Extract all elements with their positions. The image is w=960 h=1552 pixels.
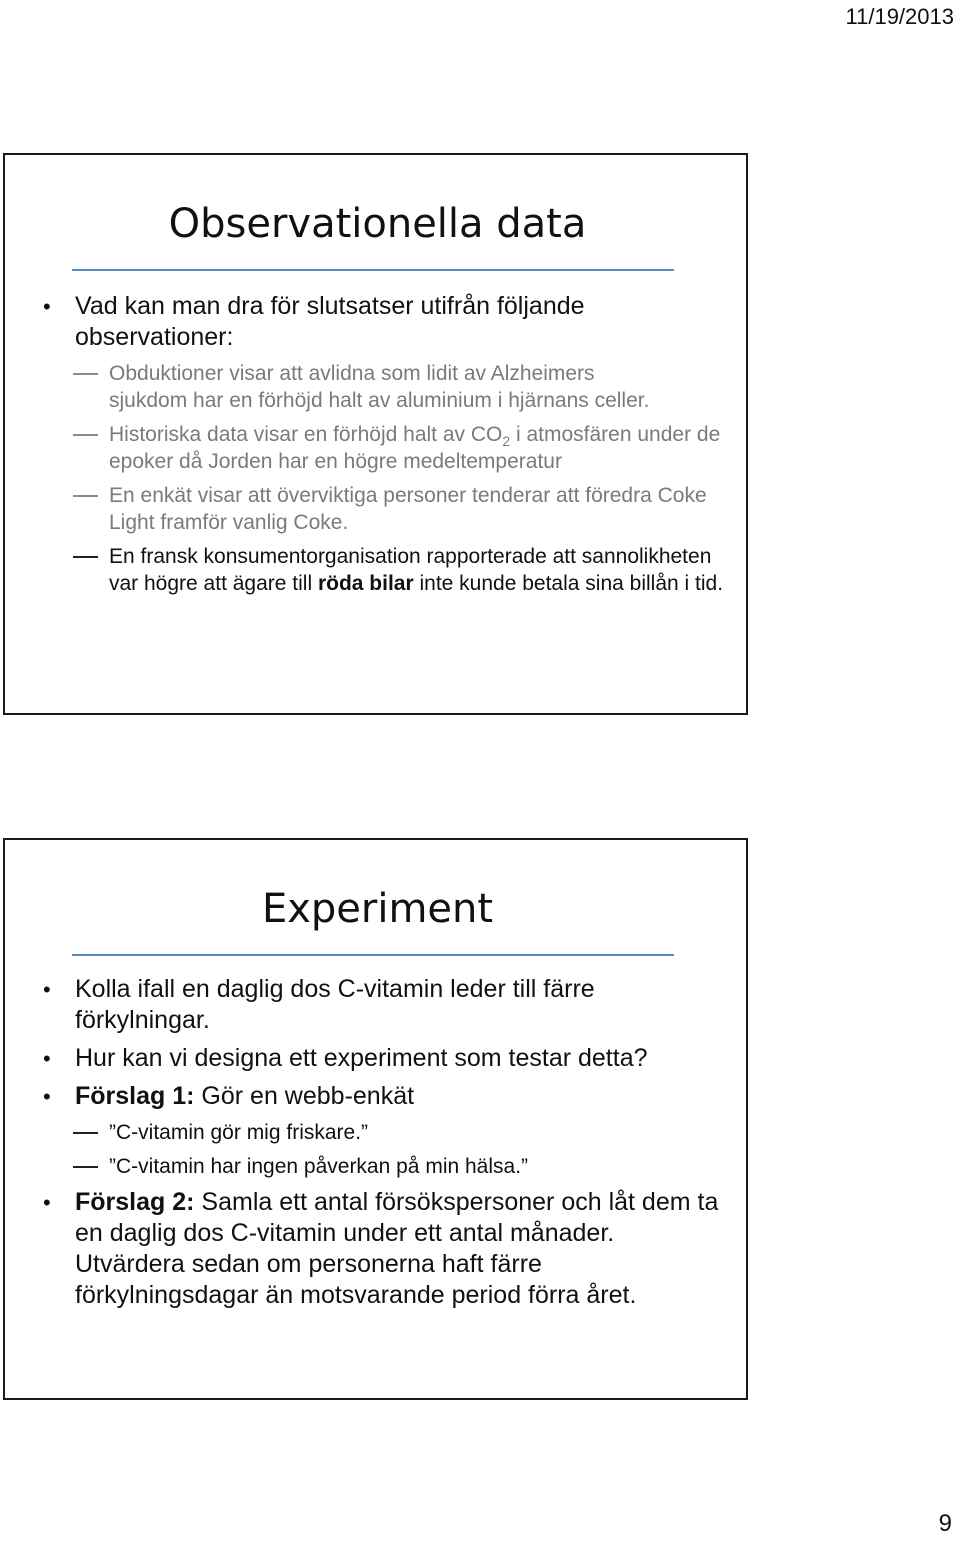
page-number: 9 — [938, 1510, 952, 1537]
slide-content — [43, 291, 726, 604]
bullet-text: Samla ett antal försökspersoner och låt dem ta en daglig dos C-vitamin under ett antal månader. Utvärdera sedan om personerna haft färre förkylningsdagar än motsvarande period förra året. — [75, 1188, 719, 1309]
slide-title: Experiment — [261, 886, 494, 932]
sub-bullet-text: Historiska data visar en förhöjd halt av CO — [109, 423, 503, 446]
bullet-text: Gör en webb-enkät — [194, 1082, 415, 1110]
sub-bullet-item — [43, 421, 726, 475]
dash-icon — [73, 495, 98, 497]
bullet-dot-icon: • — [43, 1190, 51, 1215]
sub-bullet-item — [43, 360, 726, 414]
dash-icon — [73, 556, 98, 558]
bullet-item — [43, 1187, 726, 1311]
sub-bullet-text: ”C-vitamin har ingen påverkan på min hälsa.” — [109, 1155, 529, 1178]
emphasis-text: Förslag 1: — [75, 1082, 195, 1110]
slide-title: Observationella data — [168, 201, 587, 247]
slide-observationella-data — [3, 153, 748, 715]
bullet-text: Hur kan vi designa ett experiment som testar detta? — [75, 1044, 648, 1072]
sub-bullet-item — [43, 543, 726, 597]
sub-bullet-item — [43, 482, 726, 536]
subscript: 2 — [502, 433, 511, 449]
dash-icon — [73, 434, 98, 436]
dash-icon — [73, 1166, 98, 1168]
emphasis-text: Förslag 2: — [75, 1188, 195, 1216]
page-date: 11/19/2013 — [845, 4, 954, 29]
sub-bullet-text: sjukdom har en förhöjd halt av aluminium i hjärnans celler. — [109, 389, 650, 412]
bullet-item — [43, 291, 726, 353]
emphasis-text: röda bilar — [317, 572, 414, 595]
bullet-dot-icon: • — [43, 294, 51, 319]
sub-bullet-text: ”C-vitamin gör mig friskare.” — [109, 1121, 369, 1144]
bullet-dot-icon: • — [43, 1084, 51, 1109]
bullet-text: Vad kan man dra för slutsatser utifrån följande observationer: — [75, 292, 585, 351]
bullet-dot-icon: • — [43, 1046, 51, 1071]
sub-bullet-item — [43, 1153, 726, 1180]
bullet-item — [43, 974, 726, 1036]
bullet-dot-icon: • — [43, 977, 51, 1002]
sub-bullet-text: En enkät visar att överviktiga personer tenderar att föredra Coke Light framför vanlig Coke. — [109, 484, 707, 534]
bullet-item — [43, 1081, 726, 1112]
sub-bullet-text: En fransk konsumentorganisation rapporterade att sannolikheten var högre att ägare till — [109, 545, 712, 595]
bullet-text: Kolla ifall en daglig dos C-vitamin leder till färre förkylningar. — [75, 975, 595, 1034]
sub-bullet-item — [43, 1119, 726, 1146]
bullet-item — [43, 1043, 726, 1074]
title-underline — [72, 954, 674, 956]
slide-experiment — [3, 838, 748, 1400]
sub-bullet-text: Obduktioner visar att avlidna som lidit av Alzheimers — [109, 362, 595, 385]
title-underline — [72, 269, 674, 271]
dash-icon — [73, 1132, 98, 1134]
slide-content — [43, 974, 726, 1318]
dash-icon — [73, 373, 98, 375]
sub-bullet-text: i atmosfären under de epoker då Jorden har en högre medeltemperatur — [109, 423, 721, 473]
sub-bullet-text: inte kunde betala sina billån i tid. — [413, 572, 724, 595]
